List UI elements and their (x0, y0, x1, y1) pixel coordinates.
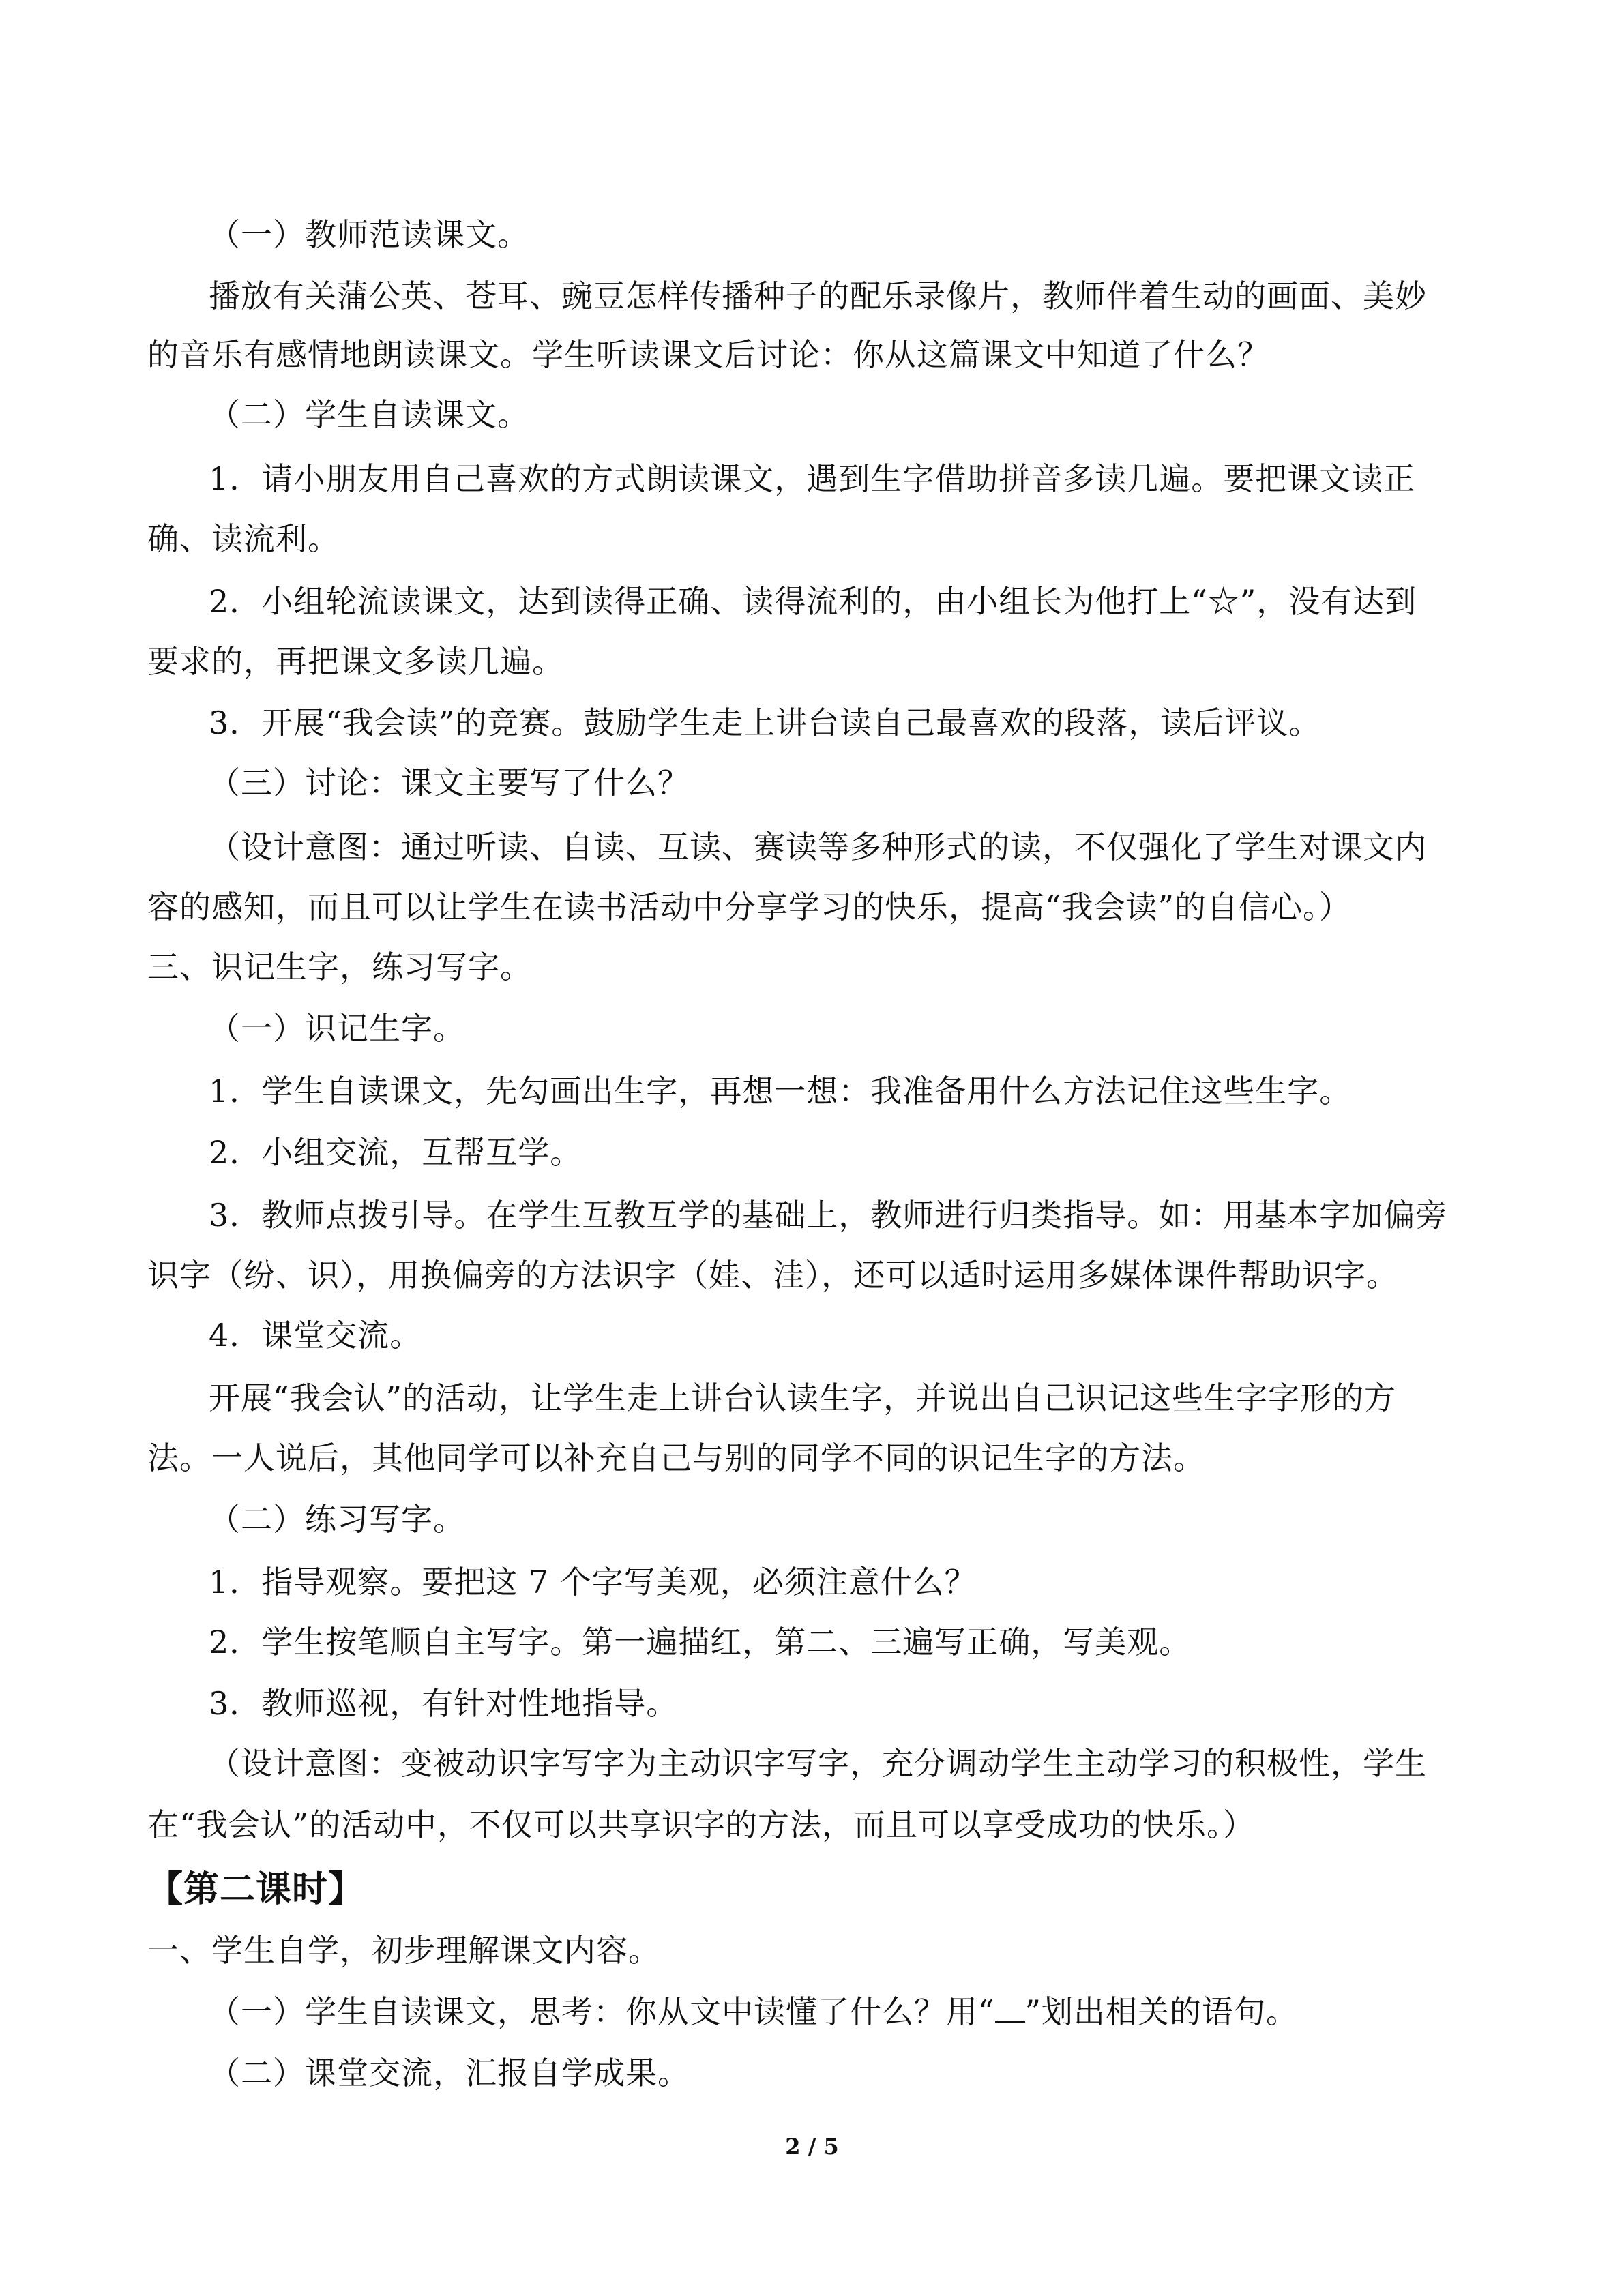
page-number: 2 / 5 (785, 2134, 839, 2160)
paragraph-line: 2．学生按笔顺自主写字。第一遍描红，第二、三遍写正确，写美观。 (209, 1624, 1192, 1660)
design-intent-line: （设计意图：通过听读、自读、互读、赛读等多种形式的读，不仅强化了学生对课文内 (209, 829, 1427, 865)
lesson-heading: 【第二课时】 (147, 1868, 365, 1910)
design-intent-line: 容的感知，而且可以让学生在读书活动中分享学习的快乐，提高“我会读”的自信心。） (147, 889, 1352, 925)
paragraph-line: （三）讨论：课文主要写了什么？ (209, 764, 690, 801)
paragraph-line: 1．学生自读课文，先勾画出生字，再想一想：我准备用什么方法记住这些生字。 (209, 1073, 1352, 1109)
design-intent-line: 在“我会认”的活动中，不仅可以共享识字的方法，而且可以享受成功的快乐。） (147, 1806, 1256, 1843)
blank-line-text-before: （一）学生自读课文，思考：你从文中读懂了什么？用“ (209, 1993, 995, 2030)
underline-blank (995, 2000, 1025, 2023)
paragraph-line: （二）课堂交流，汇报自学成果。 (209, 2055, 690, 2091)
paragraph-line: 开展“我会认”的活动，让学生走上讲台认读生字，并说出自己识记这些生字字形的方 (209, 1380, 1397, 1416)
paragraph-line: 的音乐有感情地朗读课文。学生听读课文后讨论：你从这篇课文中知道了什么？ (147, 336, 1269, 373)
paragraph-line: 要求的，再把课文多读几遍。 (147, 643, 564, 680)
paragraph-line: （二）学生自读课文。 (209, 396, 529, 433)
paragraph-line: 1．指导观察。要把这 7 个字写美观，必须注意什么？ (209, 1564, 977, 1600)
paragraph-line: 2．小组轮流读课文，达到读得正确、读得流利的，由小组长为他打上“☆”，没有达到 (209, 583, 1417, 620)
paragraph-line: 法。一人说后，其他同学可以补充自己与别的同学不同的识记生字的方法。 (147, 1440, 1205, 1476)
blank-line-text-after: ”划出相关的语句。 (1024, 1993, 1299, 2030)
section-title: 一、学生自学，初步理解课文内容。 (147, 1932, 660, 1969)
paragraph-line: 3．开展“我会读”的竞赛。鼓励学生走上讲台读自己最喜欢的段落，读后评议。 (209, 704, 1321, 741)
paragraph-line: 3．教师点拨引导。在学生互教互学的基础上，教师进行归类指导。如：用基本字加偏旁 (209, 1197, 1448, 1234)
paragraph-line-with-blank (209, 1991, 1298, 2032)
paragraph-line: 播放有关蒲公英、苍耳、豌豆怎样传播种子的配乐录像片，教师伴着生动的画面、美妙 (209, 278, 1427, 314)
paragraph-line: 识字（纷、识），用换偏旁的方法识字（娃、洼），还可以适时运用多媒体课件帮助识字。 (147, 1257, 1398, 1294)
paragraph-line: 4．课堂交流。 (209, 1317, 422, 1354)
paragraph-line: 3．教师巡视，有针对性地指导。 (209, 1685, 679, 1722)
paragraph-line: 1．请小朋友用自己喜欢的方式朗读课文，遇到生字借助拼音多读几遍。要把课文读正 (209, 460, 1416, 497)
paragraph-line: （二）练习写字。 (209, 1501, 465, 1538)
section-title: 三、识记生字，练习写字。 (147, 949, 532, 985)
paragraph-line: （一）教师范读课文。 (209, 216, 529, 253)
paragraph-line: （一）识记生字。 (209, 1010, 465, 1047)
paragraph-line: 2．小组交流，互帮互学。 (209, 1134, 582, 1171)
design-intent-line: （设计意图：变被动识字写字为主动识字写字，充分调动学生主动学习的积极性，学生 (209, 1745, 1427, 1782)
paragraph-line: 确、读流利。 (147, 520, 340, 557)
